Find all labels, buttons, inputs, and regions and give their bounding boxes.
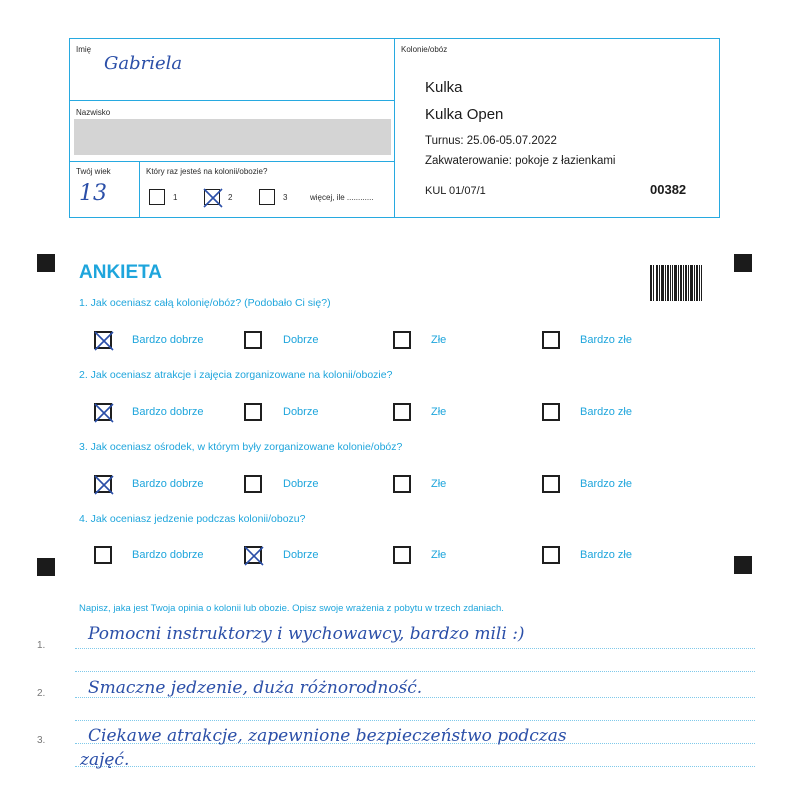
visit-count-label: Który raz jesteś na kolonii/obozie? xyxy=(146,167,268,176)
line-number-1: 1. xyxy=(37,640,46,651)
q1-option-label: Bardzo dobrze xyxy=(132,334,204,346)
q3-option-label: Złe xyxy=(431,478,447,490)
q2-option-bardzo-zle-checkbox[interactable] xyxy=(542,403,560,421)
checkmark-x-icon xyxy=(201,186,225,210)
camp-name: Kulka xyxy=(425,79,463,96)
line-number-2: 2. xyxy=(37,688,46,699)
question-4: 4. Jak oceniasz jedzenie podczas kolonii/obozu? xyxy=(79,513,306,525)
age-value[interactable]: 13 xyxy=(79,181,107,206)
q4-option-label: Bardzo złe xyxy=(580,549,632,561)
opinion-answer-3-continued[interactable]: zajęć. xyxy=(80,750,130,770)
row-divider xyxy=(70,100,395,101)
survey-title: ANKIETA xyxy=(79,262,163,283)
camp-accommodation: Zakwaterowanie: pokoje z łazienkami xyxy=(425,155,616,167)
opinion-prompt: Napisz, jaka jest Twoja opinia o kolonii lub obozie. Opisz swoje wrażenia z pobytu w trzech zdaniach. xyxy=(79,603,504,614)
q4-option-dobrze-checkbox[interactable] xyxy=(244,546,262,564)
q4-option-label: Złe xyxy=(431,549,447,561)
checkmark-x-icon xyxy=(92,401,116,425)
visit-count-checkbox-2[interactable] xyxy=(204,189,220,205)
q3-option-zle-checkbox[interactable] xyxy=(393,475,411,493)
opinion-answer-1[interactable]: Pomocni instruktorzy i wychowawcy, bardzo mili :) xyxy=(88,624,525,644)
header-form xyxy=(69,38,720,218)
registration-marker xyxy=(734,556,752,574)
q4-option-bardzo-zle-checkbox[interactable] xyxy=(542,546,560,564)
last-name-label: Nazwisko xyxy=(76,108,111,117)
registration-marker xyxy=(37,558,55,576)
visit-count-checkbox-1[interactable] xyxy=(149,189,165,205)
camp-turnus: Turnus: 25.06-05.07.2022 xyxy=(425,135,557,147)
row-divider xyxy=(70,161,395,162)
line-number-3: 3. xyxy=(37,735,46,746)
q2-option-label: Bardzo dobrze xyxy=(132,406,204,418)
q1-option-bardzo-zle-checkbox[interactable] xyxy=(542,331,560,349)
question-3: 3. Jak oceniasz ośrodek, w którym były zorganizowane kolonie/obóz? xyxy=(79,441,403,453)
age-label: Twój wiek xyxy=(76,167,111,176)
q1-option-label: Dobrze xyxy=(283,334,319,346)
question-2: 2. Jak oceniasz atrakcje i zajęcia zorganizowane na kolonii/obozie? xyxy=(79,369,393,381)
q3-option-label: Dobrze xyxy=(283,478,319,490)
cell-divider xyxy=(139,161,140,217)
visit-count-option-3: 3 xyxy=(283,193,288,202)
visit-count-option-1: 1 xyxy=(173,193,178,202)
column-divider xyxy=(394,39,395,217)
first-name-value[interactable]: Gabriela xyxy=(104,53,183,74)
checkmark-x-icon xyxy=(242,544,266,568)
q1-option-zle-checkbox[interactable] xyxy=(393,331,411,349)
q3-option-bardzo-dobrze-checkbox[interactable] xyxy=(94,475,112,493)
visit-count-more: więcej, ile ............ xyxy=(310,193,374,202)
camp-label: Kolonie/obóz xyxy=(401,45,448,54)
q3-option-label: Bardzo dobrze xyxy=(132,478,204,490)
q2-option-bardzo-dobrze-checkbox[interactable] xyxy=(94,403,112,421)
first-name-label: Imię xyxy=(76,45,92,54)
visit-count-checkbox-3[interactable] xyxy=(259,189,275,205)
q1-option-label: Bardzo złe xyxy=(580,334,632,346)
q1-option-bardzo-dobrze-checkbox[interactable] xyxy=(94,331,112,349)
opinion-answer-2[interactable]: Smaczne jedzenie, duża różnorodność. xyxy=(88,678,423,698)
opinion-answer-3[interactable]: Ciekawe atrakcje, zapewnione bezpieczeństwo podczas xyxy=(88,726,567,746)
redacted-last-name xyxy=(74,119,391,155)
q4-option-label: Dobrze xyxy=(283,549,319,561)
q2-option-dobrze-checkbox[interactable] xyxy=(244,403,262,421)
q3-option-dobrze-checkbox[interactable] xyxy=(244,475,262,493)
q1-option-dobrze-checkbox[interactable] xyxy=(244,331,262,349)
q2-option-label: Bardzo złe xyxy=(580,406,632,418)
visit-count-option-2: 2 xyxy=(228,193,233,202)
q3-option-label: Bardzo złe xyxy=(580,478,632,490)
q2-option-label: Dobrze xyxy=(283,406,319,418)
q2-option-label: Złe xyxy=(431,406,447,418)
checkmark-x-icon xyxy=(92,473,116,497)
q4-option-label: Bardzo dobrze xyxy=(132,549,204,561)
camp-code: KUL 01/07/1 xyxy=(425,185,486,197)
question-1: 1. Jak oceniasz całą kolonię/obóz? (Podobało Ci się?) xyxy=(79,297,331,309)
q4-option-bardzo-dobrze-checkbox[interactable] xyxy=(94,546,112,564)
camp-program: Kulka Open xyxy=(425,106,504,123)
q4-option-zle-checkbox[interactable] xyxy=(393,546,411,564)
checkmark-x-icon xyxy=(92,329,116,353)
q2-option-zle-checkbox[interactable] xyxy=(393,403,411,421)
registration-marker xyxy=(734,254,752,272)
form-number: 00382 xyxy=(650,182,687,197)
q1-option-label: Złe xyxy=(431,334,447,346)
registration-marker xyxy=(37,254,55,272)
barcode-icon xyxy=(650,265,702,301)
answer-line xyxy=(75,671,755,672)
answer-line xyxy=(75,648,755,649)
q3-option-bardzo-zle-checkbox[interactable] xyxy=(542,475,560,493)
answer-line xyxy=(75,766,755,767)
answer-line xyxy=(75,720,755,721)
